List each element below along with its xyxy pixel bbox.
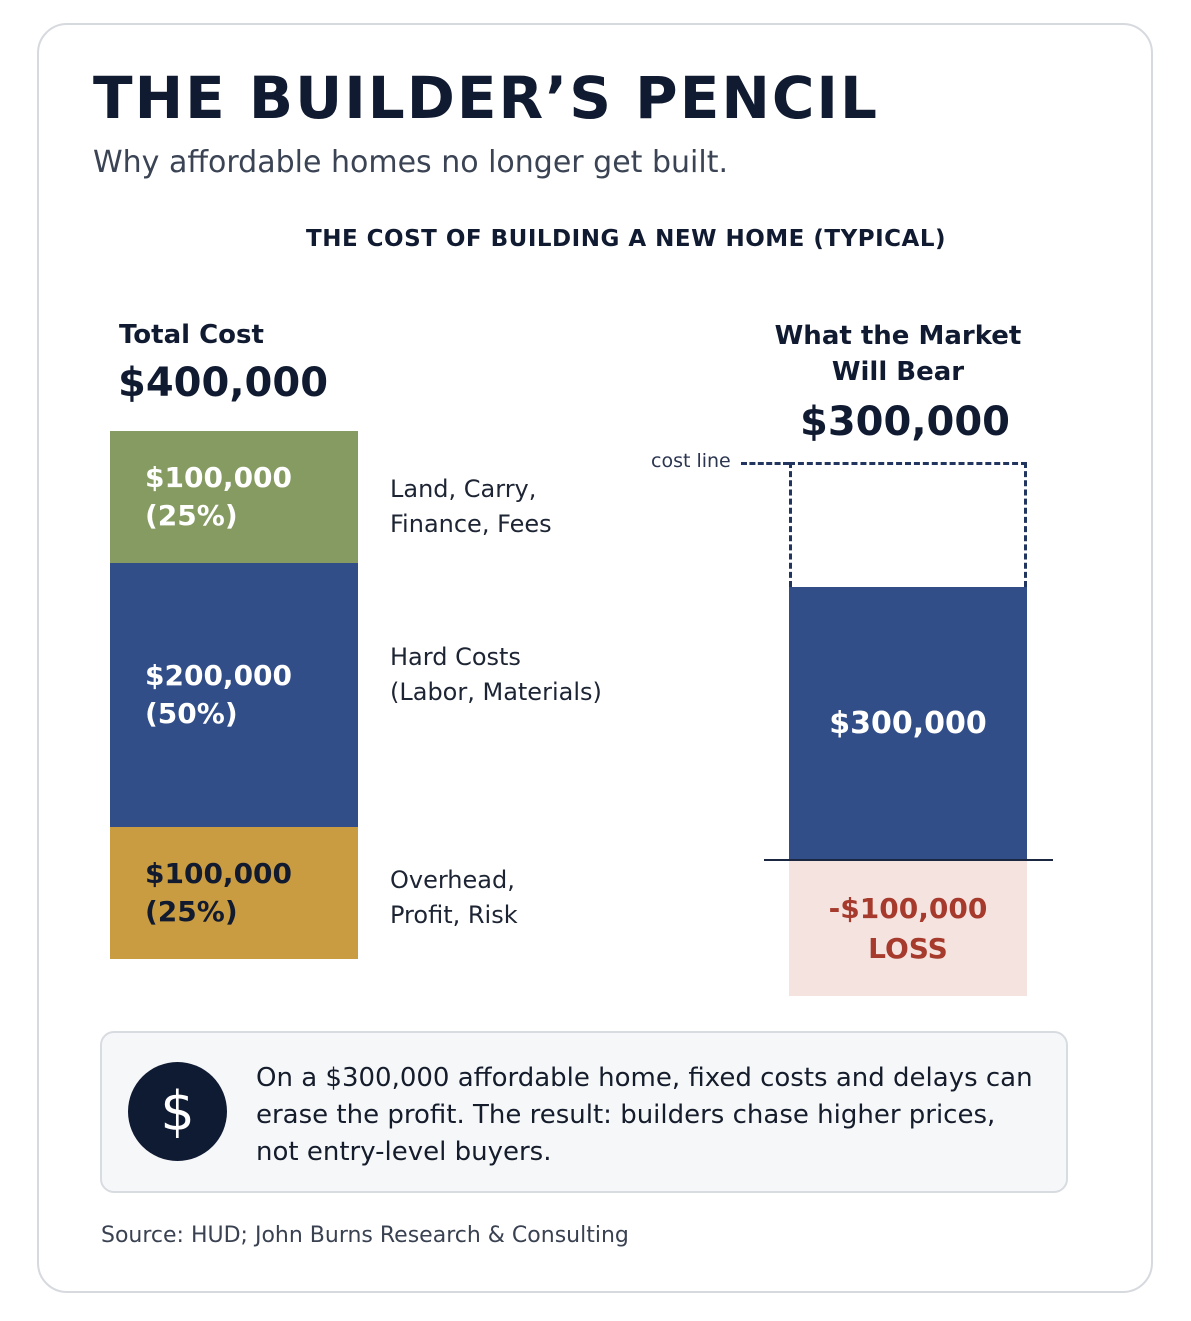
total-cost-label: Total Cost <box>119 320 264 350</box>
callout-text: On a $300,000 affordable home, fixed costs and delays can erase the profit. The result: builders chase higher prices, not entry-level buyers. <box>256 1063 1033 1167</box>
cost-segment <box>110 827 358 959</box>
market-value: $300,000 <box>799 399 1011 445</box>
market-bar-label: $300,000 <box>829 706 987 741</box>
segment-description <box>390 472 552 542</box>
segment-description-line1: Overhead, <box>390 866 515 894</box>
segment-description <box>390 863 518 933</box>
segment-amount: $100,000 <box>145 857 293 890</box>
cost-line-outline <box>789 462 1027 587</box>
market-label-line1: What the Market <box>774 321 1022 351</box>
cost-segment <box>110 431 358 563</box>
page-subtitle: Why affordable homes no longer get built. <box>93 145 728 180</box>
segment-description-line1: Hard Costs <box>390 643 521 671</box>
source-note: Source: HUD; John Burns Research & Consulting <box>101 1223 629 1248</box>
cost-segment <box>110 563 358 827</box>
total-cost-value: $400,000 <box>118 360 329 406</box>
market-label <box>760 318 1036 390</box>
segment-percent: (25%) <box>145 895 238 928</box>
segment-description-line2: Finance, Fees <box>390 510 552 538</box>
segment-percent: (50%) <box>145 697 238 730</box>
cost-line-leader <box>741 462 789 465</box>
loss-bar <box>789 861 1027 996</box>
loss-label: LOSS <box>868 931 948 965</box>
segment-description-line1: Land, Carry, <box>390 475 537 503</box>
market-label-line2: Will Bear <box>831 357 965 387</box>
segment-description-line2: (Labor, Materials) <box>390 678 602 706</box>
dollar-icon <box>128 1062 227 1161</box>
segment-amount: $100,000 <box>145 461 293 494</box>
segment-description-line2: Profit, Risk <box>390 901 518 929</box>
chart-title: THE COST OF BUILDING A NEW HOME (TYPICAL) <box>306 226 946 252</box>
loss-amount: -$100,000 <box>828 891 988 925</box>
cost-line-label: cost line <box>651 450 731 472</box>
dollar-glyph: $ <box>160 1080 195 1143</box>
segment-amount: $200,000 <box>145 659 293 692</box>
market-bar <box>789 587 1027 860</box>
segment-description <box>390 640 602 710</box>
page-title: THE BUILDER’S PENCIL <box>93 64 879 132</box>
segment-percent: (25%) <box>145 499 238 532</box>
